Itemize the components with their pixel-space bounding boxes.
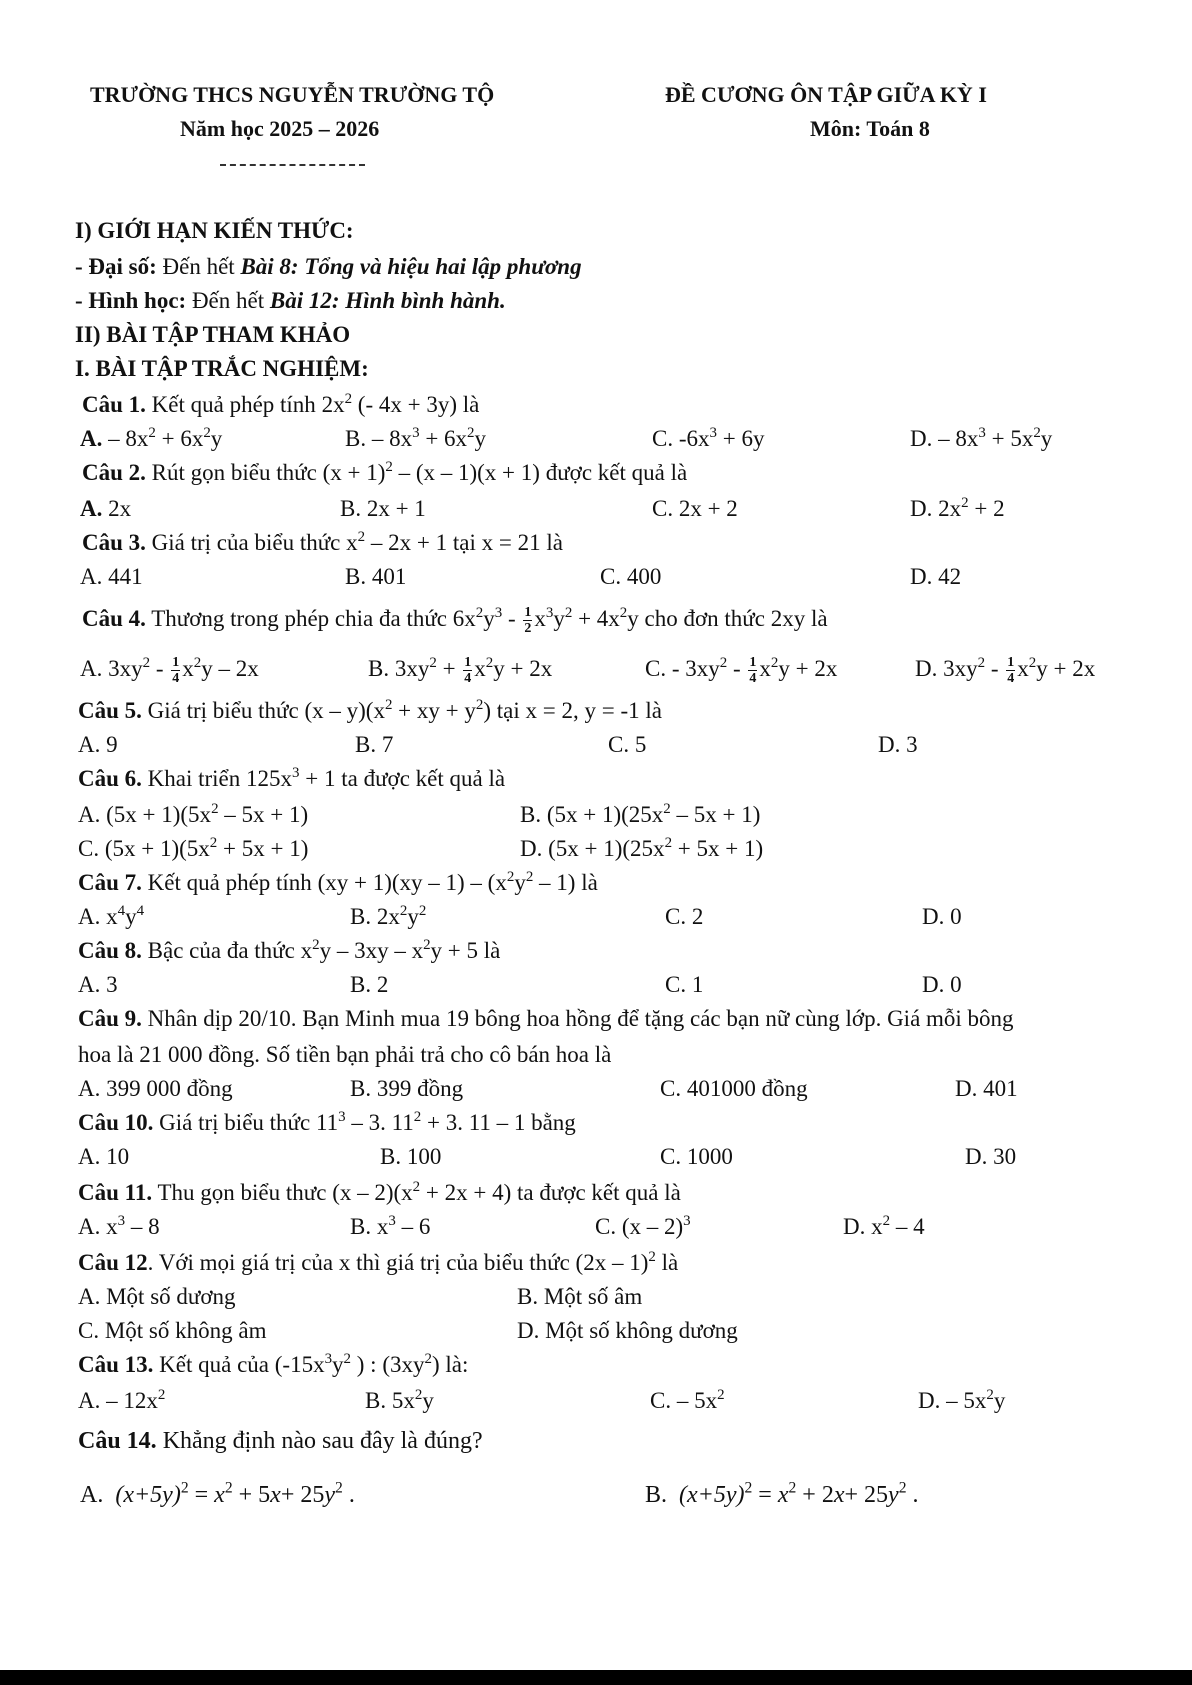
q4-option-a: A. $3xy^2$ - $\frac{1}{4}$ $x^2y - 2x$ (80, 655, 259, 687)
q7-option-d: D. 0 (922, 904, 962, 929)
question-2: Câu 2. Rút gọn biểu thức $(x + 1)^2 - (x - 1)(x + 1)$ được kết quả là (82, 459, 688, 485)
q2-option-c: C. 2x + 2 (652, 496, 738, 521)
question-11: Câu 11. Thu gọn biểu thưc $(x - 2)(x^2 + 2x + 4)$ ta được kết quả là (78, 1179, 681, 1205)
subject-label: Môn: Toán 8 (810, 116, 930, 141)
q6-option-a: A. $(5x + 1)(5x^2 - 5x + 1)$ (78, 801, 309, 827)
q3-option-c: C. 400 (600, 564, 662, 589)
question-4: Câu 4. Thương trong phép chia đa thức $6x^2y^3$ - $\frac{1}{2}$ $x^3y^2 + 4x^2y$ cho đơn thức 2xy là (82, 605, 828, 637)
geometry-scope: - Hình học: Đến hết Bài 12: Hình bình hành. (75, 288, 506, 313)
q5-option-a: A. 9 (78, 732, 118, 757)
q4-option-b: B. $3xy^2$ + $\frac{1}{4}$ $x^2y + 2x$ (368, 655, 553, 687)
q10-option-a: A. 10 (78, 1144, 130, 1169)
question-3: Câu 3. Giá trị của biểu thức $x^2 - 2x + 1$ tại x = 21 là (82, 529, 563, 555)
question-6: Câu 6. Khai triển $125x^3 + 1$ ta được kết quả là (78, 765, 506, 791)
section-knowledge-title: I) GIỚI HẠN KIẾN THỨC: (75, 218, 354, 243)
q8-option-b: B. 2 (350, 972, 389, 997)
q9-option-d: D. 401 (955, 1076, 1018, 1101)
q12-option-b: B. Một số âm (517, 1284, 643, 1309)
q13-option-a: A. – $12x^2$ (78, 1387, 166, 1413)
school-year: Năm học 2025 – 2026 (180, 116, 380, 141)
algebra-scope: - Đại số: Đến hết Bài 8: Tổng và hiệu hai lập phương (75, 254, 582, 279)
q13-option-d: D. – $5x^2y$ (918, 1387, 1006, 1413)
q3-option-b: B. 401 (345, 564, 407, 589)
question-9: Câu 9. Nhân dịp 20/10. Bạn Minh mua 19 bông hoa hồng để tặng các bạn nữ cùng lớp. Giá mỗi bông (78, 1006, 1014, 1031)
q6-option-c: C. $(5x + 1)(5x^2 + 5x + 1)$ (78, 835, 309, 861)
q1-option-a: A. – $8x^2 + 6x^2y$ (80, 425, 223, 451)
q7-option-c: C. 2 (665, 904, 704, 929)
q6-option-b: B. $(5x + 1)(25x^2 - 5x + 1)$ (520, 801, 761, 827)
question-5: Câu 5. Giá trị biểu thức $(x - y)(x^2$ + xy + $y^2$) tại x = 2, y = -1 là (78, 697, 662, 723)
q2-option-d: D. $2x^2 + 2$ (910, 495, 1005, 521)
q9-option-c: C. 401000 đồng (660, 1076, 808, 1101)
q14-option-b: B. $(x+5y)^2 = x^2 + 2x+ 25y^2$ . (645, 1479, 919, 1508)
q3-option-a: A. 441 (80, 564, 143, 589)
school-name: TRƯỜNG THCS NGUYỄN TRƯỜNG TỘ (90, 82, 495, 107)
q7-option-b: B. $2x^2y^2$ (350, 903, 427, 929)
question-13: Câu 13. Kết quả của ($-15x^3y^2$ ) : $(3xy^2)$ là: (78, 1351, 469, 1377)
q13-option-b: B. $5x^2y$ (365, 1387, 434, 1413)
q9-option-a: A. 399 000 đồng (78, 1076, 233, 1101)
q6-option-d: D. $(5x + 1)(25x^2 + 5x + 1)$ (520, 835, 764, 861)
question-12: Câu 12. Với mọi giá trị của x thì giá trị của biểu thức (2x – 1)$^2$ là (78, 1249, 679, 1275)
question-1: Câu 1. Kết quả phép tính $2x^2$ (- 4x + 3y) là (82, 391, 480, 417)
q3-option-d: D. 42 (910, 564, 962, 589)
q2-option-a: A. 2x (80, 496, 132, 521)
q10-option-d: D. 30 (965, 1144, 1017, 1169)
q12-option-d: D. Một số không dương (517, 1318, 738, 1343)
question-9-continued: hoa là 21 000 đồng. Số tiền bạn phải trả cho cô bán hoa là (78, 1042, 612, 1067)
q1-option-b: B. – $8x^3 + 6x^2y$ (345, 425, 487, 451)
section-exercises-title: II) BÀI TẬP THAM KHẢO (75, 322, 351, 347)
header-divider (220, 164, 365, 166)
q13-option-c: C. – $5x^2$ (650, 1387, 725, 1413)
q11-option-a: A. $x^3 - 8$ (78, 1213, 160, 1239)
q14-option-a: A. $(x+5y)^2 = x^2 + 5x+ 25y^2$ . (80, 1479, 355, 1508)
question-10: Câu 10. Giá trị biểu thức $11^3 - 3$. $11^2 + 3$. 11 – 1 bằng (78, 1109, 576, 1135)
document-title: ĐỀ CƯƠNG ÔN TẬP GIỮA KỲ I (665, 82, 987, 107)
q10-option-b: B. 100 (380, 1144, 442, 1169)
q7-option-a: A. $x^4y^4$ (78, 903, 145, 929)
q5-option-b: B. 7 (355, 732, 394, 757)
q1-option-c: C. $-6x^3 + 6y$ (652, 425, 765, 451)
question-8: Câu 8. Bậc của đa thức $x^2y - 3xy - x^2y + 5$ là (78, 937, 501, 963)
q1-option-d: D. – $8x^3 + 5x^2y$ (910, 425, 1053, 451)
multiple-choice-title: I. BÀI TẬP TRẮC NGHIỆM: (75, 356, 369, 381)
q8-option-d: D. 0 (922, 972, 962, 997)
q12-option-c: C. Một số không âm (78, 1318, 267, 1343)
q10-option-c: C. 1000 (660, 1144, 733, 1169)
q5-option-c: C. 5 (608, 732, 647, 757)
bottom-edge-bar (0, 1670, 1192, 1685)
q4-option-c: C. - $3xy^2$ - $\frac{1}{4}$ $x^2y + 2x$ (645, 655, 838, 687)
q11-option-b: B. $x^3 - 6$ (350, 1213, 431, 1239)
q2-option-b: B. 2x + 1 (340, 496, 426, 521)
q11-option-c: C. (x – 2)$^3$ (595, 1213, 691, 1239)
question-7: Câu 7. Kết quả phép tính $(xy + 1)(xy - 1) - (x^2y^2 - 1)$ là (78, 869, 598, 895)
q4-option-d: D. $3xy^2$ - $\frac{1}{4}$ $x^2y + 2x$ (915, 655, 1096, 687)
q11-option-d: D. $x^2 - 4$ (843, 1213, 925, 1239)
q12-option-a: A. Một số dương (78, 1284, 236, 1309)
q9-option-b: B. 399 đồng (350, 1076, 464, 1101)
q8-option-a: A. 3 (78, 972, 118, 997)
q5-option-d: D. 3 (878, 732, 918, 757)
question-14: Câu 14. Khẳng định nào sau đây là đúng? (78, 1428, 483, 1454)
q8-option-c: C. 1 (665, 972, 704, 997)
